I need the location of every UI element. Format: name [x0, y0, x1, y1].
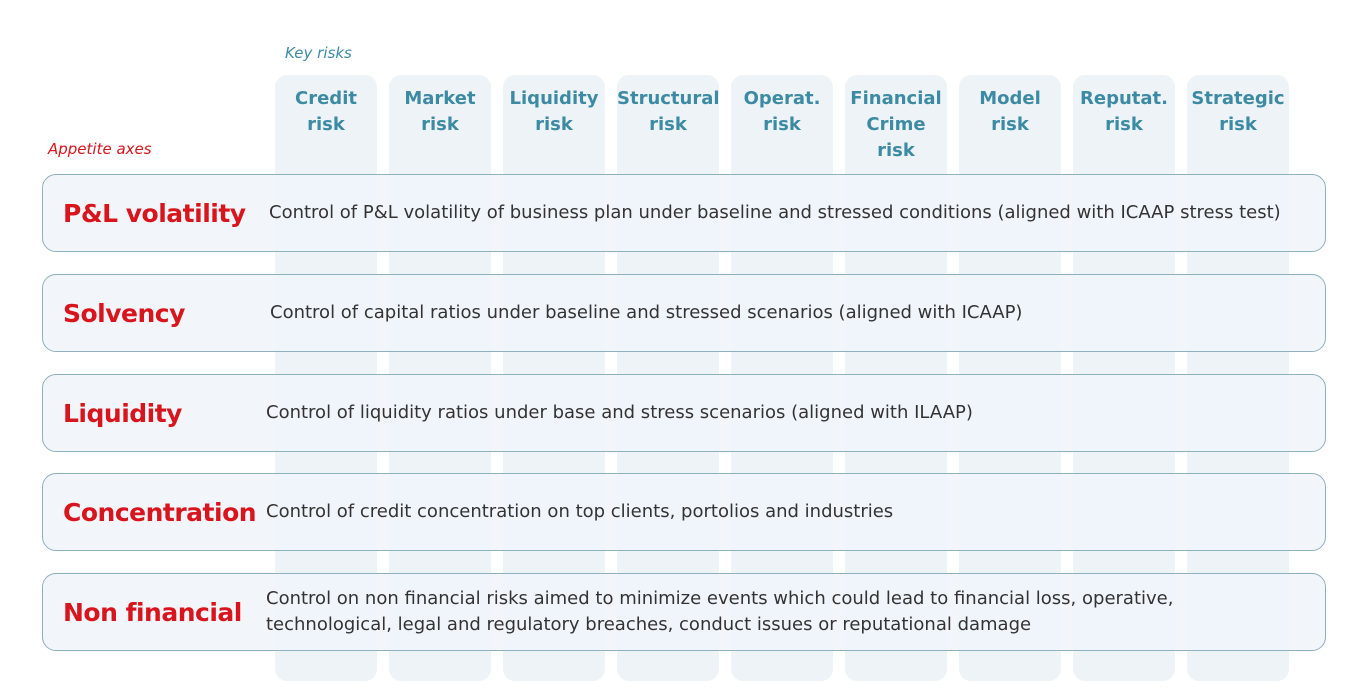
risk-column-header: Liquidity risk — [509, 88, 599, 135]
key-risks-label: Key risks — [285, 44, 352, 62]
appetite-axes-label: Appetite axes — [48, 140, 152, 158]
risk-column-header: Credit risk — [295, 88, 357, 135]
appetite-axis-description: Control on non financial risks aimed to minimize events which could lead to financial loss, operative, technological, legal and regulatory breaches, conduct issues or reputational damage — [266, 588, 1174, 635]
appetite-row-concentration — [42, 473, 1326, 551]
appetite-row-pl-volatility — [42, 174, 1326, 252]
appetite-axis-name: Solvency — [63, 298, 185, 328]
appetite-axis-name: P&L volatility — [63, 198, 246, 228]
appetite-axis-description: Control of capital ratios under baseline and stressed scenarios (aligned with ICAAP) — [270, 302, 1023, 323]
risk-column-header: Structural risk — [617, 88, 720, 135]
appetite-axis-description: Control of credit concentration on top clients, portolios and industries — [266, 501, 894, 522]
appetite-axis-name: Liquidity — [63, 398, 182, 428]
risk-column-header: Reputat. risk — [1080, 88, 1168, 135]
appetite-row-solvency — [42, 274, 1326, 352]
risk-column-header: Financial Crime risk — [850, 88, 942, 161]
risk-column-header: Strategic risk — [1191, 88, 1285, 135]
risk-column-header: Market risk — [404, 88, 476, 135]
appetite-axis-name: Non financial — [63, 597, 242, 627]
appetite-axis-description: Control of liquidity ratios under base and stress scenarios (aligned with ILAAP) — [266, 402, 973, 423]
appetite-axis-description: Control of P&L volatility of business plan under baseline and stressed conditions (aligned with ICAAP stress test) — [269, 202, 1281, 223]
risk-column-header: Operat. risk — [743, 88, 821, 135]
appetite-row-non-financial — [42, 573, 1326, 651]
appetite-axis-name: Concentration — [63, 497, 257, 527]
appetite-row-liquidity — [42, 374, 1326, 452]
risk-column-header: Model risk — [979, 88, 1041, 135]
